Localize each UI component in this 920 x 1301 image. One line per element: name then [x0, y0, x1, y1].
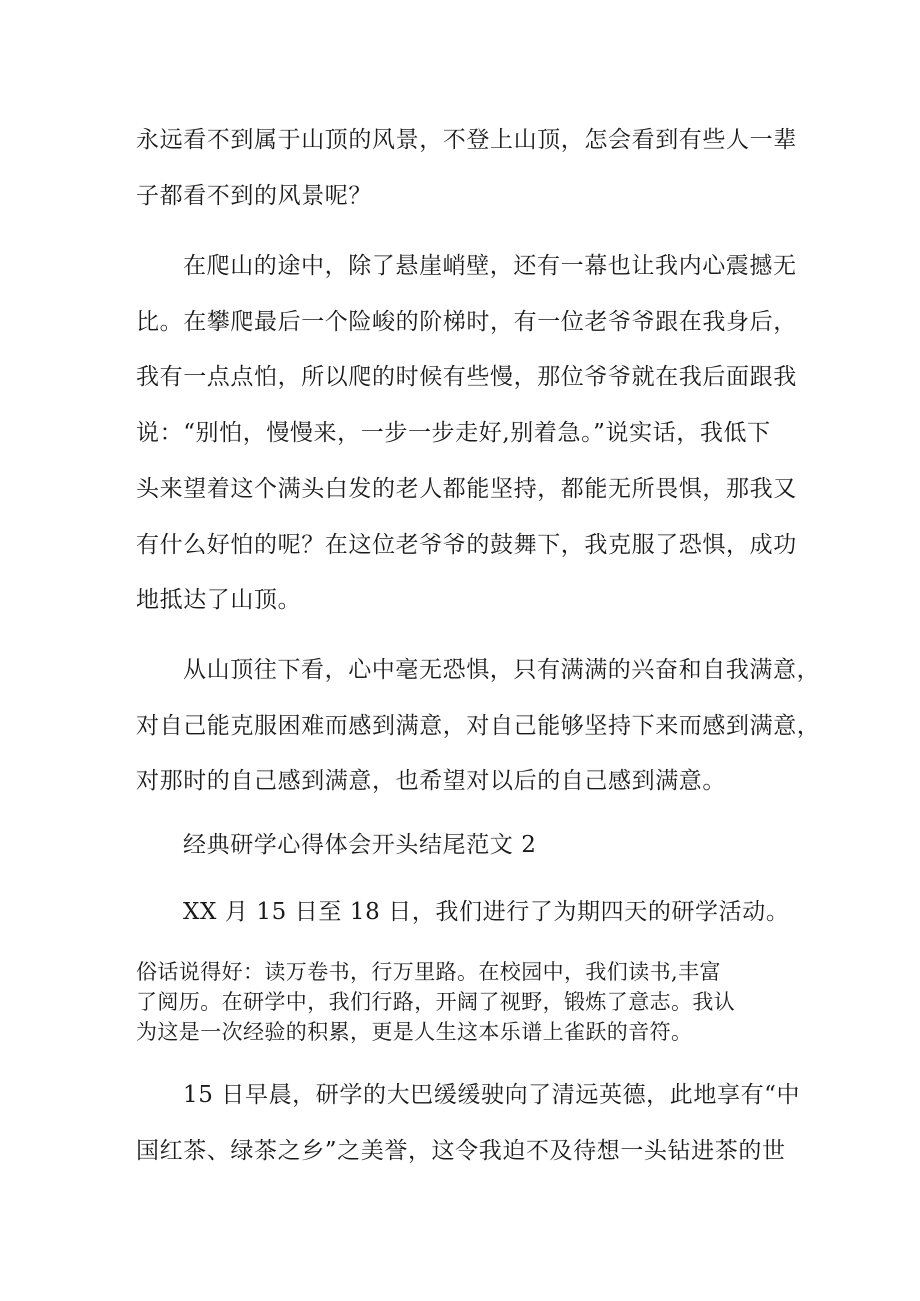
paragraph-2-line-4: 说：“别怕，慢慢来，一步一步走好,别着急。”说实话，我低下 — [136, 420, 771, 446]
section-heading: 经典研学心得体会开头结尾范文 2 — [183, 832, 537, 858]
paragraph-4-line-1: XX 月 15 日至 18 日，我们进行了为期四天的研学活动。 — [183, 899, 790, 925]
paragraph-2-line-1: 在爬山的途中，除了悬崖峭壁，还有一幕也让我内心震撼无 — [183, 253, 797, 279]
paragraph-3-line-3: 对那时的自己感到满意，也希望对以后的自己感到满意。 — [136, 768, 726, 794]
paragraph-6-line-2: 国红茶、绿茶之乡”之美誉，这令我迫不及待想一头钻进茶的世 — [136, 1138, 786, 1164]
paragraph-6-line-1: 15 日早晨，研学的大巴缓缓驶向了清远英德，此地享有“中 — [183, 1082, 801, 1108]
paragraph-5-line-2: 了阅历。在研学中，我们行路，开阔了视野，锻炼了意志。我认 — [136, 990, 736, 1014]
paragraph-3-line-1: 从山顶往下看，心中毫无恐惧，只有满满的兴奋和自我满意， — [183, 657, 821, 683]
paragraph-2-line-5: 头来望着这个满头白发的老人都能坚持，都能无所畏惧，那我又 — [136, 476, 797, 502]
paragraph-1-line-1: 永远看不到属于山顶的风景，不登上山顶，怎会看到有些人一辈 — [136, 127, 797, 153]
paragraph-2-line-7: 地抵达了山顶。 — [136, 587, 302, 613]
paragraph-3-line-2: 对自己能克服困难而感到满意，对自己能够坚持下来而感到满意， — [136, 713, 821, 739]
paragraph-2-line-2: 比。在攀爬最后一个险峻的阶梯时，有一位老爷爷跟在我身后， — [136, 309, 797, 335]
paragraph-2-line-3: 我有一点点怕，所以爬的时候有些慢，那位爷爷就在我后面跟我 — [136, 364, 797, 390]
paragraph-5-line-3: 为这是一次经验的积累，更是人生这本乐谱上雀跃的音符。 — [136, 1020, 693, 1044]
paragraph-5-line-1: 俗话说得好：读万卷书，行万里路。在校园中，我们读书,丰富 — [136, 960, 721, 984]
paragraph-1-line-2: 子都看不到的风景呢？ — [136, 183, 372, 209]
paragraph-2-line-6: 有什么好怕的呢？在这位老爷爷的鼓舞下，我克服了恐惧，成功 — [136, 532, 797, 558]
